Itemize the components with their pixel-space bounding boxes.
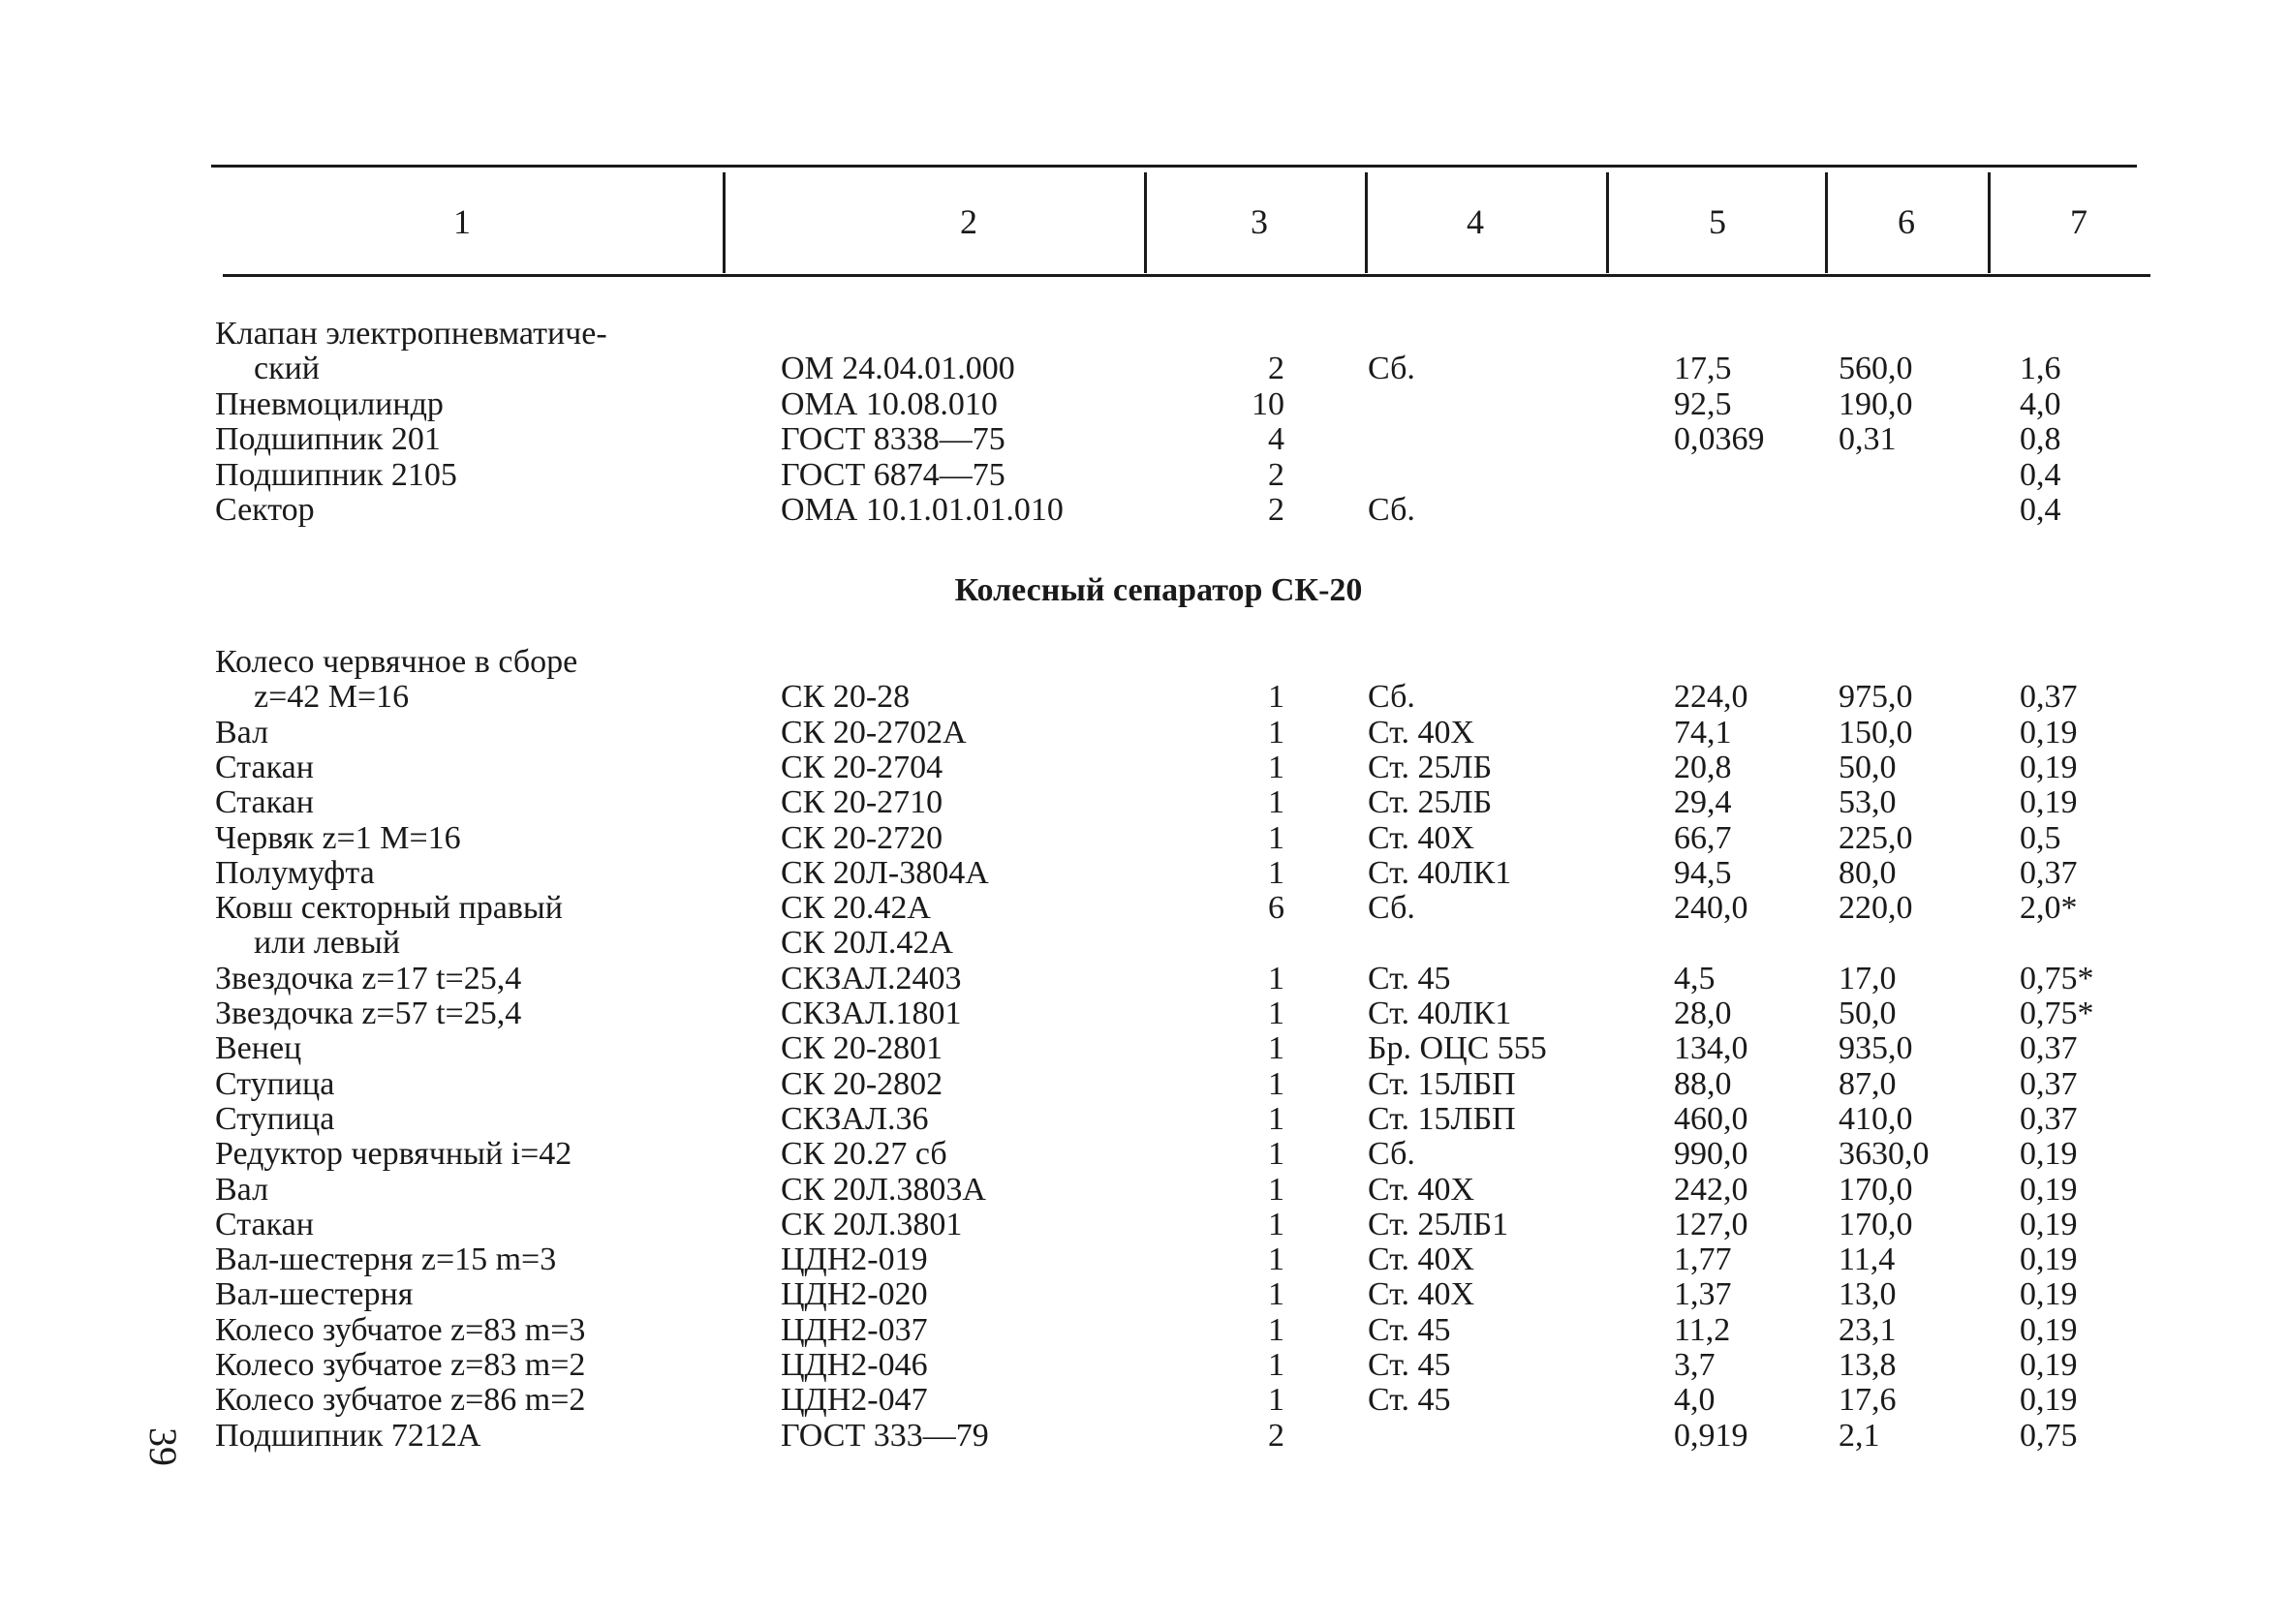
item-quantity: 1 xyxy=(1268,749,1284,785)
item-value-col7: 2,0* xyxy=(2020,890,2078,927)
item-value-col6: 13,8 xyxy=(1839,1347,1897,1383)
item-quantity: 10 xyxy=(1252,385,1284,422)
item-quantity: 4 xyxy=(1268,421,1284,458)
item-designation: ОМ 24.04.01.000 xyxy=(781,351,1015,387)
table-row xyxy=(0,751,2288,785)
item-name: Сектор xyxy=(215,492,315,528)
item-material: Ст. 25ЛБ xyxy=(1368,784,1493,821)
item-value-col5: 29,4 xyxy=(1674,784,1732,821)
item-value-col6: 170,0 xyxy=(1839,1171,1913,1208)
item-quantity: 1 xyxy=(1268,960,1284,996)
table-row xyxy=(0,1137,2288,1172)
item-value-col6: 190,0 xyxy=(1839,385,1913,422)
item-value-col5: 1,77 xyxy=(1674,1241,1732,1278)
item-value-col6: 11,4 xyxy=(1839,1241,1896,1278)
item-value-col5: 990,0 xyxy=(1674,1136,1748,1173)
table-row xyxy=(0,926,2288,961)
item-value-col5: 0,919 xyxy=(1674,1417,1748,1454)
section-title: Колесный сепаратор СК-20 xyxy=(954,572,1363,608)
item-designation: ГОСТ 333—79 xyxy=(781,1417,989,1454)
item-quantity: 2 xyxy=(1268,351,1284,387)
item-value-col7: 0,19 xyxy=(2020,784,2078,821)
item-quantity: 1 xyxy=(1268,1030,1284,1067)
item-designation: СК 20Л.42А xyxy=(781,925,953,962)
item-value-col6: 0,31 xyxy=(1839,421,1897,458)
item-value-col5: 94,5 xyxy=(1674,854,1732,891)
item-designation: СК 20-2704 xyxy=(781,749,943,785)
item-name: Венец xyxy=(215,1030,302,1067)
item-name: Колесо червячное в сборе xyxy=(215,644,578,680)
item-value-col7: 0,37 xyxy=(2020,1030,2078,1067)
item-name: Вал-шестерня z=15 m=3 xyxy=(215,1241,557,1278)
item-designation: СКЗАЛ.1801 xyxy=(781,996,962,1031)
item-value-col5: 240,0 xyxy=(1674,890,1748,927)
item-designation: СК 20-2702А xyxy=(781,714,967,751)
item-value-col6: 3630,0 xyxy=(1839,1136,1930,1173)
item-name: Ковш секторный правый xyxy=(215,890,563,927)
item-value-col6: 87,0 xyxy=(1839,1065,1897,1102)
table-row xyxy=(0,1348,2288,1383)
item-material: Ст. 40Х xyxy=(1368,819,1475,856)
item-value-col7: 0,19 xyxy=(2020,1276,2078,1313)
item-material: Ст. 15ЛБП xyxy=(1368,1065,1516,1102)
item-material: Ст. 40ЛК1 xyxy=(1368,996,1512,1031)
item-quantity: 1 xyxy=(1268,1347,1284,1383)
item-material: Ст. 45 xyxy=(1368,960,1451,996)
item-value-col5: 0,0369 xyxy=(1674,421,1765,458)
item-value-col7: 0,19 xyxy=(2020,1206,2078,1242)
item-value-col7: 0,75* xyxy=(2020,996,2094,1031)
item-designation: СК 20-28 xyxy=(781,679,911,716)
item-value-col6: 13,0 xyxy=(1839,1276,1897,1313)
item-quantity: 1 xyxy=(1268,1241,1284,1278)
item-designation: ЦДН2-047 xyxy=(781,1382,928,1419)
item-value-col5: 134,0 xyxy=(1674,1030,1748,1067)
table-row xyxy=(0,785,2288,820)
item-material: Сб. xyxy=(1368,492,1415,528)
item-value-col5: 460,0 xyxy=(1674,1100,1748,1137)
item-value-col7: 0,4 xyxy=(2020,456,2061,493)
table-row xyxy=(0,821,2288,856)
item-value-col5: 127,0 xyxy=(1674,1206,1748,1242)
item-value-col6: 225,0 xyxy=(1839,819,1913,856)
item-quantity: 1 xyxy=(1268,1136,1284,1173)
item-material: Сб. xyxy=(1368,890,1415,927)
item-value-col6: 560,0 xyxy=(1839,351,1913,387)
column-number-1: 1 xyxy=(453,202,471,241)
column-number-3: 3 xyxy=(1251,202,1268,241)
item-designation: СК 20Л.3803А xyxy=(781,1171,986,1208)
item-quantity: 1 xyxy=(1268,854,1284,891)
item-value-col7: 0,37 xyxy=(2020,854,2078,891)
item-value-col5: 1,37 xyxy=(1674,1276,1732,1313)
table-row xyxy=(0,1102,2288,1137)
item-value-col5: 4,5 xyxy=(1674,960,1716,996)
item-quantity: 1 xyxy=(1268,784,1284,821)
item-value-col6: 50,0 xyxy=(1839,749,1897,785)
item-material: Ст. 40Х xyxy=(1368,1276,1475,1313)
item-name: Колесо зубчатое z=83 m=3 xyxy=(215,1311,586,1348)
table-row xyxy=(0,1067,2288,1102)
item-name: Клапан электропневматиче- xyxy=(215,316,607,352)
item-value-col7: 0,5 xyxy=(2020,819,2061,856)
table-row xyxy=(0,716,2288,751)
item-value-col7: 0,4 xyxy=(2020,492,2061,528)
item-value-col6: 17,0 xyxy=(1839,960,1897,996)
item-material: Сб. xyxy=(1368,1136,1415,1173)
column-number-7: 7 xyxy=(2070,202,2087,241)
item-name: Стакан xyxy=(215,1206,314,1242)
item-value-col6: 170,0 xyxy=(1839,1206,1913,1242)
item-name: Стакан xyxy=(215,784,314,821)
item-value-col6: 17,6 xyxy=(1839,1382,1897,1419)
item-designation: ГОСТ 6874—75 xyxy=(781,456,1005,493)
item-designation: СК 20Л.3801 xyxy=(781,1206,963,1242)
table-row xyxy=(0,645,2288,680)
item-name: Подшипник 201 xyxy=(215,421,441,458)
item-name: Вал xyxy=(215,1171,269,1208)
item-quantity: 1 xyxy=(1268,1206,1284,1242)
item-value-col5: 20,8 xyxy=(1674,749,1732,785)
table-row xyxy=(0,1383,2288,1418)
item-value-col7: 0,75* xyxy=(2020,960,2094,996)
item-name: Подшипник 2105 xyxy=(215,456,457,493)
item-value-col7: 0,19 xyxy=(2020,749,2078,785)
item-value-col5: 17,5 xyxy=(1674,351,1732,387)
table-row xyxy=(0,1242,2288,1277)
item-value-col7: 1,6 xyxy=(2020,351,2061,387)
item-material: Ст. 40ЛК1 xyxy=(1368,854,1512,891)
item-designation: СК 20.27 сб xyxy=(781,1136,947,1173)
column-number-2: 2 xyxy=(960,202,977,241)
item-value-col7: 0,19 xyxy=(2020,714,2078,751)
item-value-col5: 4,0 xyxy=(1674,1382,1716,1419)
item-quantity: 1 xyxy=(1268,1382,1284,1419)
item-material: Ст. 25ЛБ xyxy=(1368,749,1493,785)
item-designation: СК 20-2720 xyxy=(781,819,943,856)
item-value-col7: 0,19 xyxy=(2020,1136,2078,1173)
item-quantity: 2 xyxy=(1268,1417,1284,1454)
table-row xyxy=(0,1313,2288,1348)
item-name: Звездочка z=57 t=25,4 xyxy=(215,996,522,1031)
item-value-col7: 0,19 xyxy=(2020,1241,2078,1278)
item-designation: ЦДН2-020 xyxy=(781,1276,928,1313)
item-designation: ЦДН2-046 xyxy=(781,1347,928,1383)
item-material: Сб. xyxy=(1368,679,1415,716)
table-row xyxy=(0,996,2288,1031)
item-name: Звездочка z=17 t=25,4 xyxy=(215,960,522,996)
item-value-col7: 0,8 xyxy=(2020,421,2061,458)
item-name: Вал xyxy=(215,714,269,751)
item-designation: СКЗАЛ.36 xyxy=(781,1100,929,1137)
item-value-col7: 0,19 xyxy=(2020,1382,2078,1419)
item-name: Колесо зубчатое z=86 m=2 xyxy=(215,1382,586,1419)
item-designation: СК 20Л-3804А xyxy=(781,854,989,891)
item-value-col5: 28,0 xyxy=(1674,996,1732,1031)
item-name: Ступица xyxy=(215,1065,335,1102)
item-quantity: 1 xyxy=(1268,819,1284,856)
item-name: Полумуфта xyxy=(215,854,375,891)
table-row xyxy=(0,680,2288,715)
item-designation: ЦДН2-019 xyxy=(781,1241,928,1278)
item-quantity: 1 xyxy=(1268,1100,1284,1137)
item-quantity: 1 xyxy=(1268,1276,1284,1313)
item-value-col6: 150,0 xyxy=(1839,714,1913,751)
item-designation: ОМА 10.08.010 xyxy=(781,385,998,422)
item-quantity: 1 xyxy=(1268,679,1284,716)
item-material: Бр. ОЦС 555 xyxy=(1368,1030,1547,1067)
column-number-4: 4 xyxy=(1467,202,1484,241)
item-quantity: 2 xyxy=(1268,456,1284,493)
item-quantity: 1 xyxy=(1268,714,1284,751)
table-row xyxy=(0,1173,2288,1208)
item-material: Ст. 15ЛБП xyxy=(1368,1100,1516,1137)
item-name: ский xyxy=(254,351,320,387)
item-value-col5: 92,5 xyxy=(1674,385,1732,422)
item-name: Ступица xyxy=(215,1100,335,1137)
item-material: Ст. 45 xyxy=(1368,1347,1451,1383)
item-designation: СК 20-2710 xyxy=(781,784,943,821)
item-designation: ОМА 10.1.01.01.010 xyxy=(781,492,1064,528)
item-value-col6: 50,0 xyxy=(1839,996,1897,1031)
item-name: Червяк z=1 M=16 xyxy=(215,819,461,856)
item-value-col6: 23,1 xyxy=(1839,1311,1897,1348)
item-designation: СК 20-2802 xyxy=(781,1065,943,1102)
item-quantity: 1 xyxy=(1268,996,1284,1031)
item-name: Подшипник 7212А xyxy=(215,1417,481,1454)
item-material: Ст. 25ЛБ1 xyxy=(1368,1206,1509,1242)
item-value-col6: 410,0 xyxy=(1839,1100,1913,1137)
table-row xyxy=(0,1208,2288,1242)
table-row xyxy=(0,856,2288,891)
item-designation: СКЗАЛ.2403 xyxy=(781,960,962,996)
page-number: 39 xyxy=(141,1427,185,1466)
column-number-5: 5 xyxy=(1709,202,1726,241)
item-value-col5: 224,0 xyxy=(1674,679,1748,716)
item-value-col6: 53,0 xyxy=(1839,784,1897,821)
item-name: Вал-шестерня xyxy=(215,1276,414,1313)
item-quantity: 6 xyxy=(1268,890,1284,927)
item-value-col5: 3,7 xyxy=(1674,1347,1716,1383)
item-designation: ГОСТ 8338—75 xyxy=(781,421,1005,458)
item-quantity: 1 xyxy=(1268,1065,1284,1102)
item-value-col7: 0,19 xyxy=(2020,1311,2078,1348)
table-row xyxy=(0,962,2288,996)
item-quantity: 1 xyxy=(1268,1311,1284,1348)
table-row xyxy=(0,1031,2288,1066)
item-designation: ЦДН2-037 xyxy=(781,1311,928,1348)
item-quantity: 2 xyxy=(1268,492,1284,528)
item-value-col5: 242,0 xyxy=(1674,1171,1748,1208)
item-material: Ст. 45 xyxy=(1368,1311,1451,1348)
item-value-col7: 0,19 xyxy=(2020,1171,2078,1208)
item-name: z=42 M=16 xyxy=(254,679,410,716)
item-material: Ст. 40Х xyxy=(1368,714,1475,751)
item-material: Ст. 45 xyxy=(1368,1382,1451,1419)
item-quantity: 1 xyxy=(1268,1171,1284,1208)
item-material: Ст. 40Х xyxy=(1368,1241,1475,1278)
item-name: Колесо зубчатое z=83 m=2 xyxy=(215,1347,586,1383)
item-value-col5: 11,2 xyxy=(1674,1311,1731,1348)
table-row xyxy=(0,891,2288,926)
item-designation: СК 20.42А xyxy=(781,890,931,927)
item-value-col5: 88,0 xyxy=(1674,1065,1732,1102)
item-value-col6: 935,0 xyxy=(1839,1030,1913,1067)
item-value-col6: 80,0 xyxy=(1839,854,1897,891)
table-row xyxy=(0,1277,2288,1312)
item-designation: СК 20-2801 xyxy=(781,1030,943,1067)
item-material: Сб. xyxy=(1368,351,1415,387)
column-number-6: 6 xyxy=(1898,202,1915,241)
item-value-col7: 0,37 xyxy=(2020,1100,2078,1137)
item-name: или левый xyxy=(254,925,401,962)
item-name: Пневмоцилиндр xyxy=(215,385,444,422)
item-material: Ст. 40Х xyxy=(1368,1171,1475,1208)
table-row xyxy=(0,1419,2288,1454)
item-name: Стакан xyxy=(215,749,314,785)
item-value-col5: 74,1 xyxy=(1674,714,1732,751)
item-value-col7: 0,37 xyxy=(2020,1065,2078,1102)
item-value-col6: 220,0 xyxy=(1839,890,1913,927)
item-value-col7: 4,0 xyxy=(2020,385,2061,422)
item-value-col6: 2,1 xyxy=(1839,1417,1880,1454)
item-value-col7: 0,75 xyxy=(2020,1417,2078,1454)
item-value-col7: 0,37 xyxy=(2020,679,2078,716)
item-value-col6: 975,0 xyxy=(1839,679,1913,716)
item-value-col7: 0,19 xyxy=(2020,1347,2078,1383)
item-value-col5: 66,7 xyxy=(1674,819,1732,856)
item-name: Редуктор червячный i=42 xyxy=(215,1136,572,1173)
